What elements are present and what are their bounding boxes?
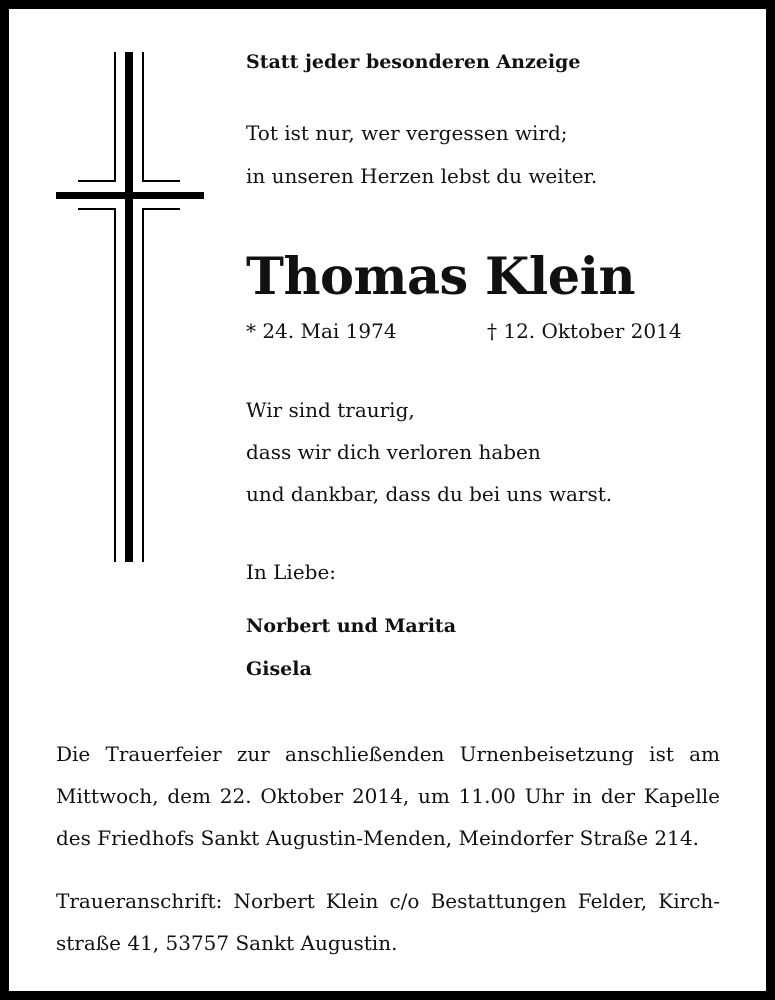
mourning-address bbox=[56, 880, 720, 964]
birth-date: * 24. Mai 1974 bbox=[246, 319, 397, 343]
death-date: † 12. Oktober 2014 bbox=[487, 319, 682, 343]
address-line: straße 41, 53757 Sankt Augustin. bbox=[56, 931, 398, 955]
ceremony-line: des Friedhofs Sankt Augustin-Menden, Meindorfer Straße 214. bbox=[56, 826, 699, 850]
ceremony-line: Mittwoch, dem 22. Oktober 2014, um 11.00 Uhr in der Kapelle bbox=[56, 784, 720, 808]
ceremony-line: Die Trauerfeier zur anschließenden Urnenbeisetzung ist am bbox=[56, 742, 720, 766]
motto bbox=[246, 112, 597, 198]
mourners bbox=[246, 605, 456, 691]
motto-line: Tot ist nur, wer vergessen wird; bbox=[246, 121, 568, 145]
verse-line: dass wir dich verloren haben bbox=[246, 440, 541, 464]
deceased-name: Thomas Klein bbox=[246, 247, 636, 307]
mourner-name: Gisela bbox=[246, 658, 312, 680]
notice-header: Statt jeder besonderen Anzeige bbox=[246, 51, 581, 73]
verse-line: Wir sind traurig, bbox=[246, 398, 415, 422]
ceremony-info bbox=[56, 733, 720, 859]
address-line: Traueranschrift: Norbert Klein c/o Bestattungen Felder, Kirch- bbox=[56, 889, 720, 913]
verse-line: und dankbar, dass du bei uns warst. bbox=[246, 482, 613, 506]
love-label: In Liebe: bbox=[246, 560, 337, 584]
cross-icon bbox=[56, 52, 204, 564]
mourner-name: Norbert und Marita bbox=[246, 615, 457, 637]
motto-line: in unseren Herzen lebst du weiter. bbox=[246, 164, 598, 188]
verse bbox=[246, 389, 612, 515]
